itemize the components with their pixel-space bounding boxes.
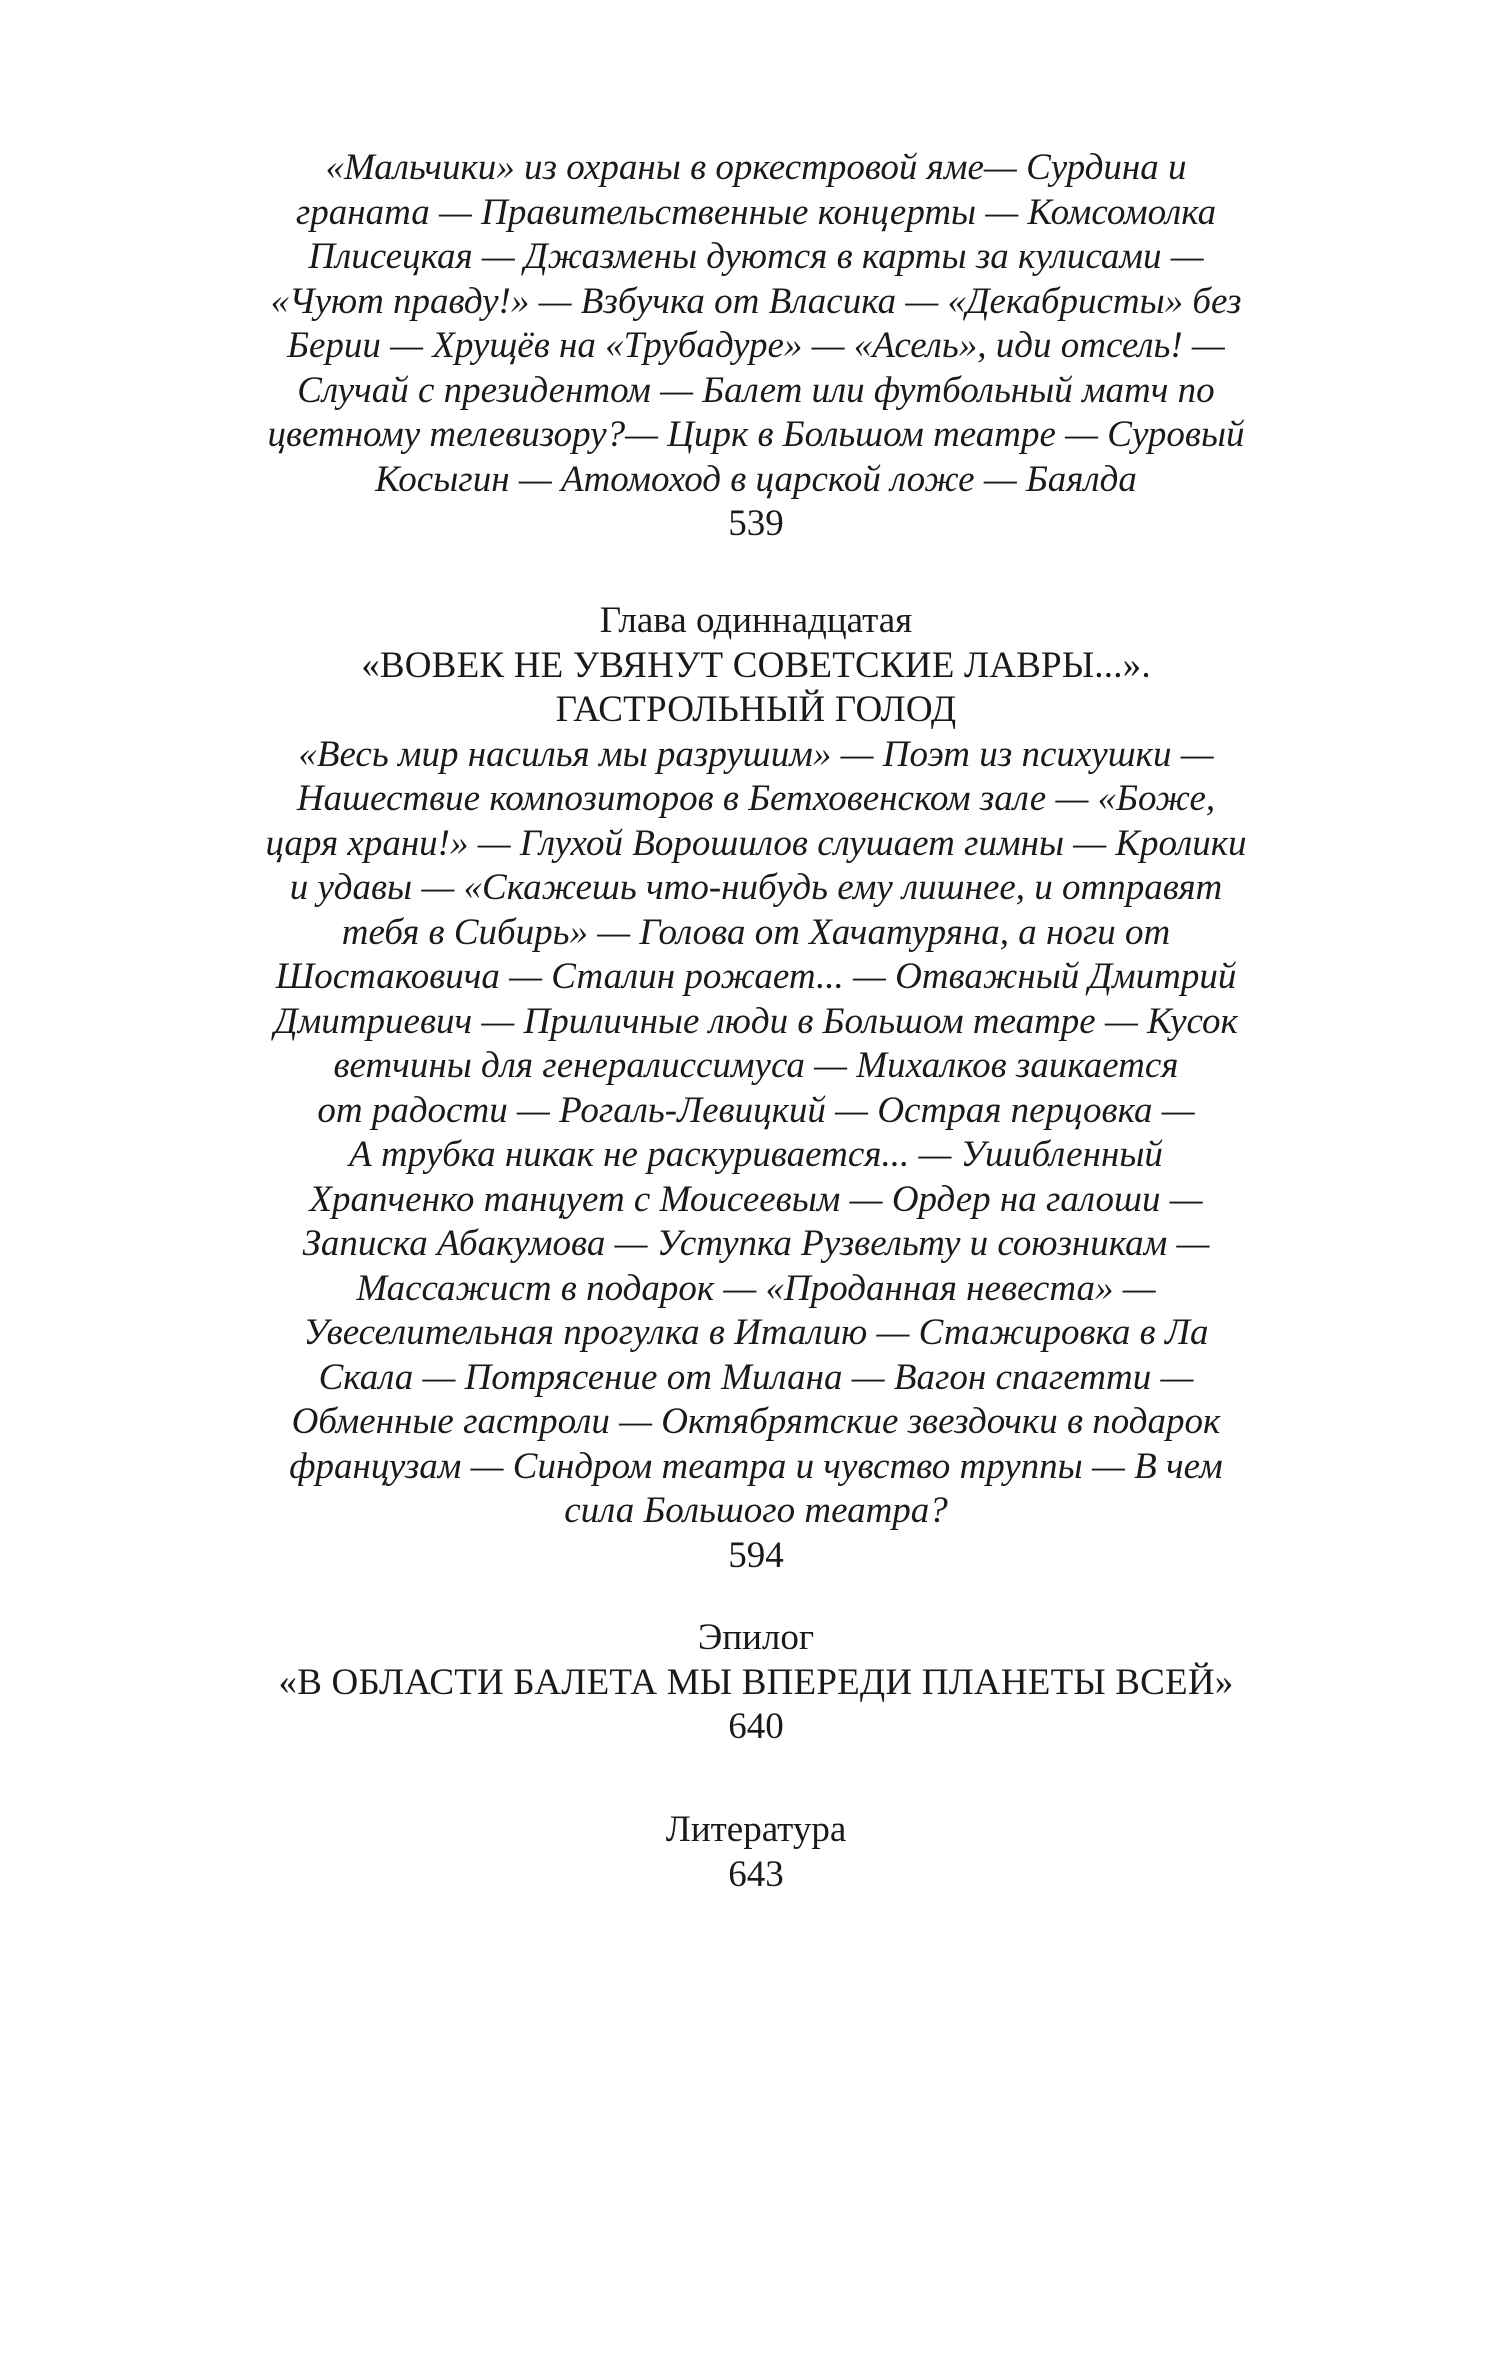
summary-line: Берии — Хрущёв на «Трубадуре» — «Асель», иди отсель! —	[287, 325, 1225, 366]
summary-line: и удавы — «Скажешь что-нибудь ему лишнее, и отправят	[289, 867, 1223, 908]
summary-line: Дмитриевич — Приличные люди в Большом театре — Кусок	[274, 1000, 1238, 1042]
summary-line: «Чуют правду!» — Взбучка от Власика — «Декабристы» без	[270, 280, 1242, 322]
chapter-title: ГАСТРОЛЬНЫЙ ГОЛОД	[555, 689, 957, 730]
page-number: 539	[728, 503, 784, 544]
summary-line: Шостаковича — Сталин рожает... — Отважный Дмитрий	[275, 956, 1237, 997]
summary-line: Обменные гастроли — Октябрятские звездочки в подарок	[291, 1401, 1221, 1442]
summary-line: Массажист в подарок — «Проданная невеста» —	[356, 1267, 1156, 1309]
summary-line: сила Большого театра?	[564, 1490, 948, 1531]
chapter-label: Эпилог	[697, 1617, 815, 1658]
summary-line: Плисецкая — Джазмены дуются в карты за кулисами —	[308, 236, 1204, 277]
chapter-title: «В ОБЛАСТИ БАЛЕТА МЫ ВПЕРЕДИ ПЛАНЕТЫ ВСЕЙ»	[278, 1661, 1234, 1703]
toc-entry-literature	[140, 1808, 1372, 1897]
toc-entry-chapter-10-continuation	[140, 146, 1372, 547]
summary-line: ветчины для генералиссимуса — Михалков заикается	[333, 1045, 1179, 1086]
summary-line: от радости — Рогаль-Левицкий — Острая перцовка —	[317, 1089, 1195, 1131]
chapter-title: «ВОВЕК НЕ УВЯНУТ СОВЕТСКИЕ ЛАВРЫ...».	[361, 644, 1151, 686]
summary-line: граната — Правительственные концерты — Комсомолка	[295, 191, 1217, 233]
summary-line: французам — Синдром театра и чувство труппы — В чем	[289, 1445, 1223, 1487]
summary-line: А трубка никак не раскуривается... — Ушибленный	[349, 1134, 1163, 1175]
summary-line: «Мальчики» из охраны в оркестровой яме— Сурдина и	[325, 147, 1187, 188]
page-number: 594	[728, 1534, 784, 1576]
toc-entry-epilogue	[140, 1616, 1372, 1750]
summary-line: Случай с президентом — Балет или футбольный матч по	[297, 369, 1215, 411]
summary-line: цветному телевизору?— Цирк в Большом театре — Суровый	[267, 414, 1245, 455]
summary-line: царя храни!» — Глухой Ворошилов слушает гимны — Кролики	[265, 822, 1247, 864]
summary-line: Косыгин — Атомоход в царской ложе — Баялда	[375, 458, 1137, 500]
summary-line: Скала — Потрясение от Милана — Вагон спагетти —	[318, 1356, 1194, 1398]
summary-line: тебя в Сибирь» — Голова от Хачатуряна, а ноги от	[341, 911, 1171, 953]
page-number: 640	[728, 1706, 784, 1747]
page-number: 643	[728, 1853, 784, 1895]
toc-entry-chapter-11	[140, 599, 1372, 1578]
summary-line: Записка Абакумова — Уступка Рузвельту и союзникам —	[302, 1223, 1210, 1264]
chapter-label: Литература	[665, 1809, 847, 1850]
summary-line: Нашествие композиторов в Бетховенском зале — «Боже,	[296, 778, 1216, 819]
summary-line: Храпченко танцует с Моисеевым — Ордер на галоши —	[309, 1178, 1203, 1220]
chapter-label: Глава одиннадцатая	[599, 600, 913, 641]
summary-line: «Весь мир насилья мы разрушим» — Поэт из психушки —	[298, 733, 1214, 775]
summary-line: Увеселительная прогулка в Италию — Стажировка в Ла	[303, 1312, 1209, 1353]
